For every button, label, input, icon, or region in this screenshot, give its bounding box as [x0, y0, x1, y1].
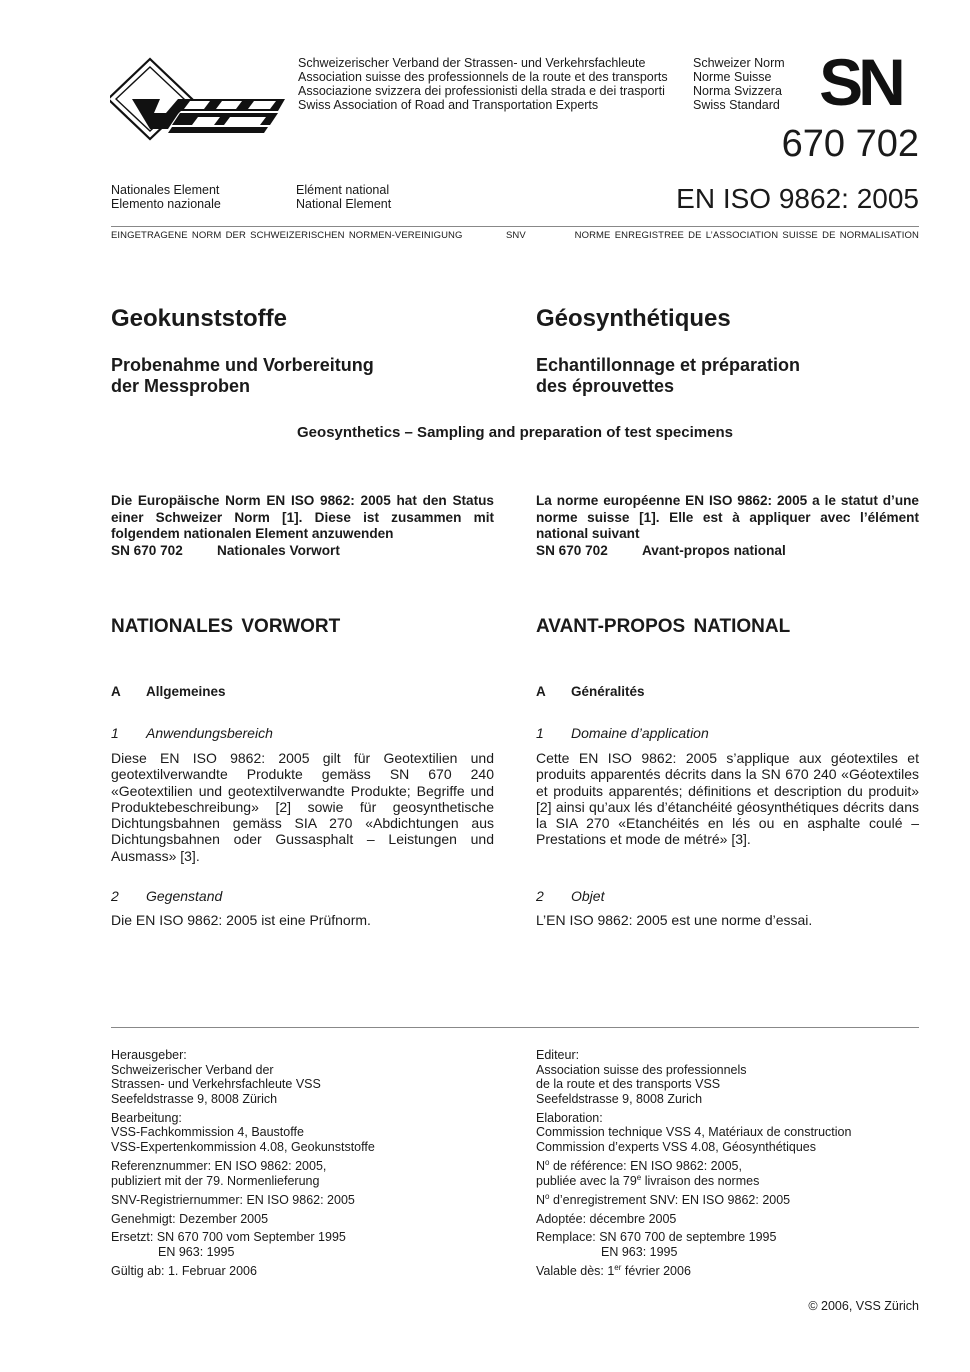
registration-fr-sup: o	[545, 1191, 550, 1201]
replaces-fr	[536, 1230, 919, 1259]
reference-fr-sup: o	[545, 1157, 550, 1167]
section-a-fr-letter: A	[536, 684, 546, 699]
reference-fr-line2b: livraison des normes	[641, 1173, 760, 1188]
approved-fr: Adoptée: décembre 2005	[536, 1211, 677, 1226]
editing-fr-line1: Commission technique VSS 4, Matériaux de construction	[536, 1125, 852, 1140]
sn-logo-graphic	[800, 55, 920, 109]
editing-de-label: Bearbeitung:	[111, 1110, 182, 1125]
subsection-2-fr	[536, 888, 919, 904]
reference-de	[111, 1159, 494, 1188]
standard-name-fr: Norme Suisse	[693, 70, 772, 84]
section-a-de	[111, 684, 494, 699]
header-divider	[111, 226, 919, 227]
registration-fr-rest: d’enregistrement SNV: EN ISO 9862: 2005	[549, 1192, 791, 1207]
registration-fr-n: N	[536, 1192, 546, 1207]
subject-text-fr: L’EN ISO 9862: 2005 est une norme d’essai.	[536, 912, 813, 928]
iso-designation: EN ISO 9862: 2005	[676, 183, 919, 214]
section-a-fr	[536, 684, 919, 699]
sn-logo-text: SN	[819, 55, 901, 109]
foreword-heading-de: NATIONALES VORWORT	[111, 616, 341, 637]
registration-note-fr: NORME ENREGISTREE DE L’ASSOCIATION SUISSE DE NORMALISATION	[574, 230, 919, 241]
subsection-1-de	[111, 725, 494, 741]
reference-fr-line2-sup: e	[636, 1172, 642, 1182]
copyright: © 2006, VSS Zürich	[808, 1299, 919, 1313]
subject-text-de: Die EN ISO 9862: 2005 ist eine Prüfnorm.	[111, 912, 371, 928]
imprint-fr	[536, 1048, 919, 1283]
element-en: National Element	[296, 197, 392, 211]
subsection-1-fr-number: 1	[536, 725, 544, 741]
intro-fr-reference	[536, 543, 919, 560]
replaces-de	[111, 1230, 494, 1259]
replaces-de-line2: EN 963: 1995	[158, 1245, 235, 1260]
footer-divider	[111, 1027, 919, 1028]
title-fr: Géosynthétiques	[536, 305, 731, 332]
publisher-fr-label: Editeur:	[536, 1048, 580, 1062]
title-de: Geokunststoffe	[111, 305, 288, 332]
national-element-label-right	[296, 183, 391, 211]
subsection-2-fr-number: 2	[536, 888, 544, 904]
standard-name-de: Schweizer Norm	[693, 56, 785, 70]
valid-fr-a: Valable dès: 1	[536, 1264, 615, 1279]
scope-text-fr: Cette EN ISO 9862: 2005 s’applique aux géotextiles et produits apparentés décrits dans la SN 670 240 «Géotextiles et produits apparentés; définitions et description du produit» [2] ainsi qu’aux lés d’étanchéité géosynthétiques décrits dans la SIA 270 «Etanchéités en lés ou en asphalte coulé – Prestations et mode de métré» [3].	[536, 750, 919, 848]
valid-fr	[536, 1264, 919, 1279]
association-names	[298, 56, 668, 112]
publisher-fr	[536, 1048, 919, 1106]
intro-fr-text: La norme européenne EN ISO 9862: 2005 a le statut d’une norme suisse [1]. Elle est à appliquer avec l’élément national suivant	[536, 493, 919, 541]
subtitle-fr-line1: Echantillonnage et préparation	[536, 355, 801, 375]
editing-de	[111, 1111, 494, 1155]
standard-number: 670 702	[781, 123, 919, 165]
subtitle-fr	[536, 355, 919, 397]
subtitle-de-line1: Probenahme und Vorbereitung	[111, 355, 374, 375]
scope-text-de: Diese EN ISO 9862: 2005 gilt für Geotextilien und geotextilverwandte Produkte gemäss SN 670 240 «Geotextilien und geotextilverwandte Produkte; Begriffe und Produktebeschreibung» [2] sowie für geosynthetische Dichtungsbahnen gemäss SIA 270 «Abdichtungen aus Dichtungsbahnen oder Gussasphalt – Leistungen und Ausmass» [3].	[111, 750, 494, 864]
intro-de	[111, 493, 494, 559]
title-en: Geosynthetics – Sampling and preparation of test specimens	[297, 424, 733, 441]
association-name-de: Schweizerischer Verband der Strassen- und Verkehrsfachleute	[298, 56, 646, 70]
valid-de: Gültig ab: 1. Februar 2006	[111, 1264, 257, 1279]
subsection-2-de-title: Gegenstand	[146, 888, 223, 904]
approved-de: Genehmigt: Dezember 2005	[111, 1211, 269, 1226]
registration-fr	[536, 1193, 919, 1208]
element-de: Nationales Element	[111, 183, 220, 197]
replaces-fr-line2: EN 963: 1995	[601, 1245, 678, 1260]
subsection-1-fr	[536, 725, 919, 741]
replaces-fr-line1: Remplace: SN 670 700 de septembre 1995	[536, 1230, 777, 1245]
reference-de-line1: Referenznummer: EN ISO 9862: 2005,	[111, 1158, 327, 1173]
valid-fr-b: février 2006	[621, 1264, 691, 1279]
element-it: Elemento nazionale	[111, 197, 221, 211]
imprint-de	[111, 1048, 494, 1283]
editing-de-line2: VSS-Expertenkommission 4.08, Geokunststoffe	[111, 1139, 375, 1154]
element-fr: Elément national	[296, 183, 390, 197]
association-name-en: Swiss Association of Road and Transportation Experts	[298, 98, 599, 112]
editing-fr-label: Elaboration:	[536, 1110, 603, 1125]
subtitle-de	[111, 355, 494, 397]
subsection-1-fr-title: Domaine d’application	[571, 725, 709, 741]
publisher-de	[111, 1048, 494, 1106]
intro-fr-ref: Avant-propos national	[642, 542, 786, 558]
standard-name-it: Norma Svizzera	[693, 84, 782, 98]
section-a-de-letter: A	[111, 684, 121, 699]
reference-fr-line2a: publiée avec la 79	[536, 1173, 637, 1188]
intro-fr-code: SN 670 702	[536, 542, 608, 558]
subsection-1-de-number: 1	[111, 725, 119, 741]
publisher-de-line2: Strassen- und Verkehrsfachleute VSS	[111, 1077, 321, 1092]
section-a-de-title: Allgemeines	[146, 684, 226, 699]
editing-fr-line2: Commission d’experts VSS 4.08, Géosynthétiques	[536, 1139, 816, 1154]
valid-fr-sup: er	[614, 1263, 622, 1273]
reference-fr	[536, 1159, 919, 1188]
publisher-de-label: Herausgeber:	[111, 1048, 187, 1062]
vss-logo-graphic	[110, 57, 290, 141]
editing-de-line1: VSS-Fachkommission 4, Baustoffe	[111, 1125, 304, 1140]
subsection-2-fr-title: Objet	[571, 888, 605, 904]
editing-fr	[536, 1111, 919, 1155]
association-name-it: Associazione svizzera dei professionisti della strada e dei trasporti	[298, 84, 665, 98]
foreword-heading-fr: AVANT-PROPOS NATIONAL	[536, 616, 791, 637]
publisher-fr-line1: Association suisse des professionnels	[536, 1062, 747, 1077]
subsection-2-de	[111, 888, 494, 904]
subtitle-de-line2: der Messproben	[111, 376, 251, 396]
intro-fr	[536, 493, 919, 559]
publisher-de-address: Seefeldstrasse 9, 8008 Zürich	[111, 1091, 278, 1106]
publisher-fr-line2: de la route et des transports VSS	[536, 1077, 721, 1092]
sn-logo	[800, 55, 920, 109]
subsection-1-de-title: Anwendungsbereich	[146, 725, 273, 741]
publisher-fr-address: Seefeldstrasse 9, 8008 Zurich	[536, 1091, 703, 1106]
subsection-2-de-number: 2	[111, 888, 119, 904]
national-element-label-left	[111, 183, 221, 211]
reference-fr-line1	[536, 1159, 742, 1173]
vss-logo	[110, 57, 290, 141]
subtitle-fr-line2: des éprouvettes	[536, 376, 675, 396]
reference-fr-n: N	[536, 1158, 546, 1173]
intro-de-reference	[111, 543, 494, 560]
publisher-de-line1: Schweizerischer Verband der	[111, 1062, 274, 1077]
standard-name-en: Swiss Standard	[693, 98, 780, 112]
reference-fr-rest: de référence: EN ISO 9862: 2005,	[549, 1158, 742, 1173]
section-a-fr-title: Généralités	[571, 684, 645, 699]
registration-note-de: EINGETRAGENE NORM DER SCHWEIZERISCHEN NORMEN-VEREINIGUNG	[111, 230, 463, 241]
intro-de-text: Die Europäische Norm EN ISO 9862: 2005 hat den Status einer Schweizer Norm [1]. Diese ist zusammen mit folgendem nationalen Element anzuwenden	[111, 493, 494, 541]
intro-de-ref: Nationales Vorwort	[217, 542, 340, 558]
replaces-de-line1: Ersetzt: SN 670 700 vom September 1995	[111, 1230, 346, 1245]
association-name-fr: Association suisse des professionnels de la route et des transports	[298, 70, 668, 84]
registration-de: SNV-Registriernummer: EN ISO 9862: 2005	[111, 1192, 355, 1207]
intro-de-code: SN 670 702	[111, 542, 183, 558]
standard-type-names	[693, 56, 785, 112]
reference-fr-line2	[536, 1174, 759, 1188]
registration-snv: SNV	[506, 230, 526, 241]
reference-de-line2: publiziert mit der 79. Normenlieferung	[111, 1173, 320, 1188]
